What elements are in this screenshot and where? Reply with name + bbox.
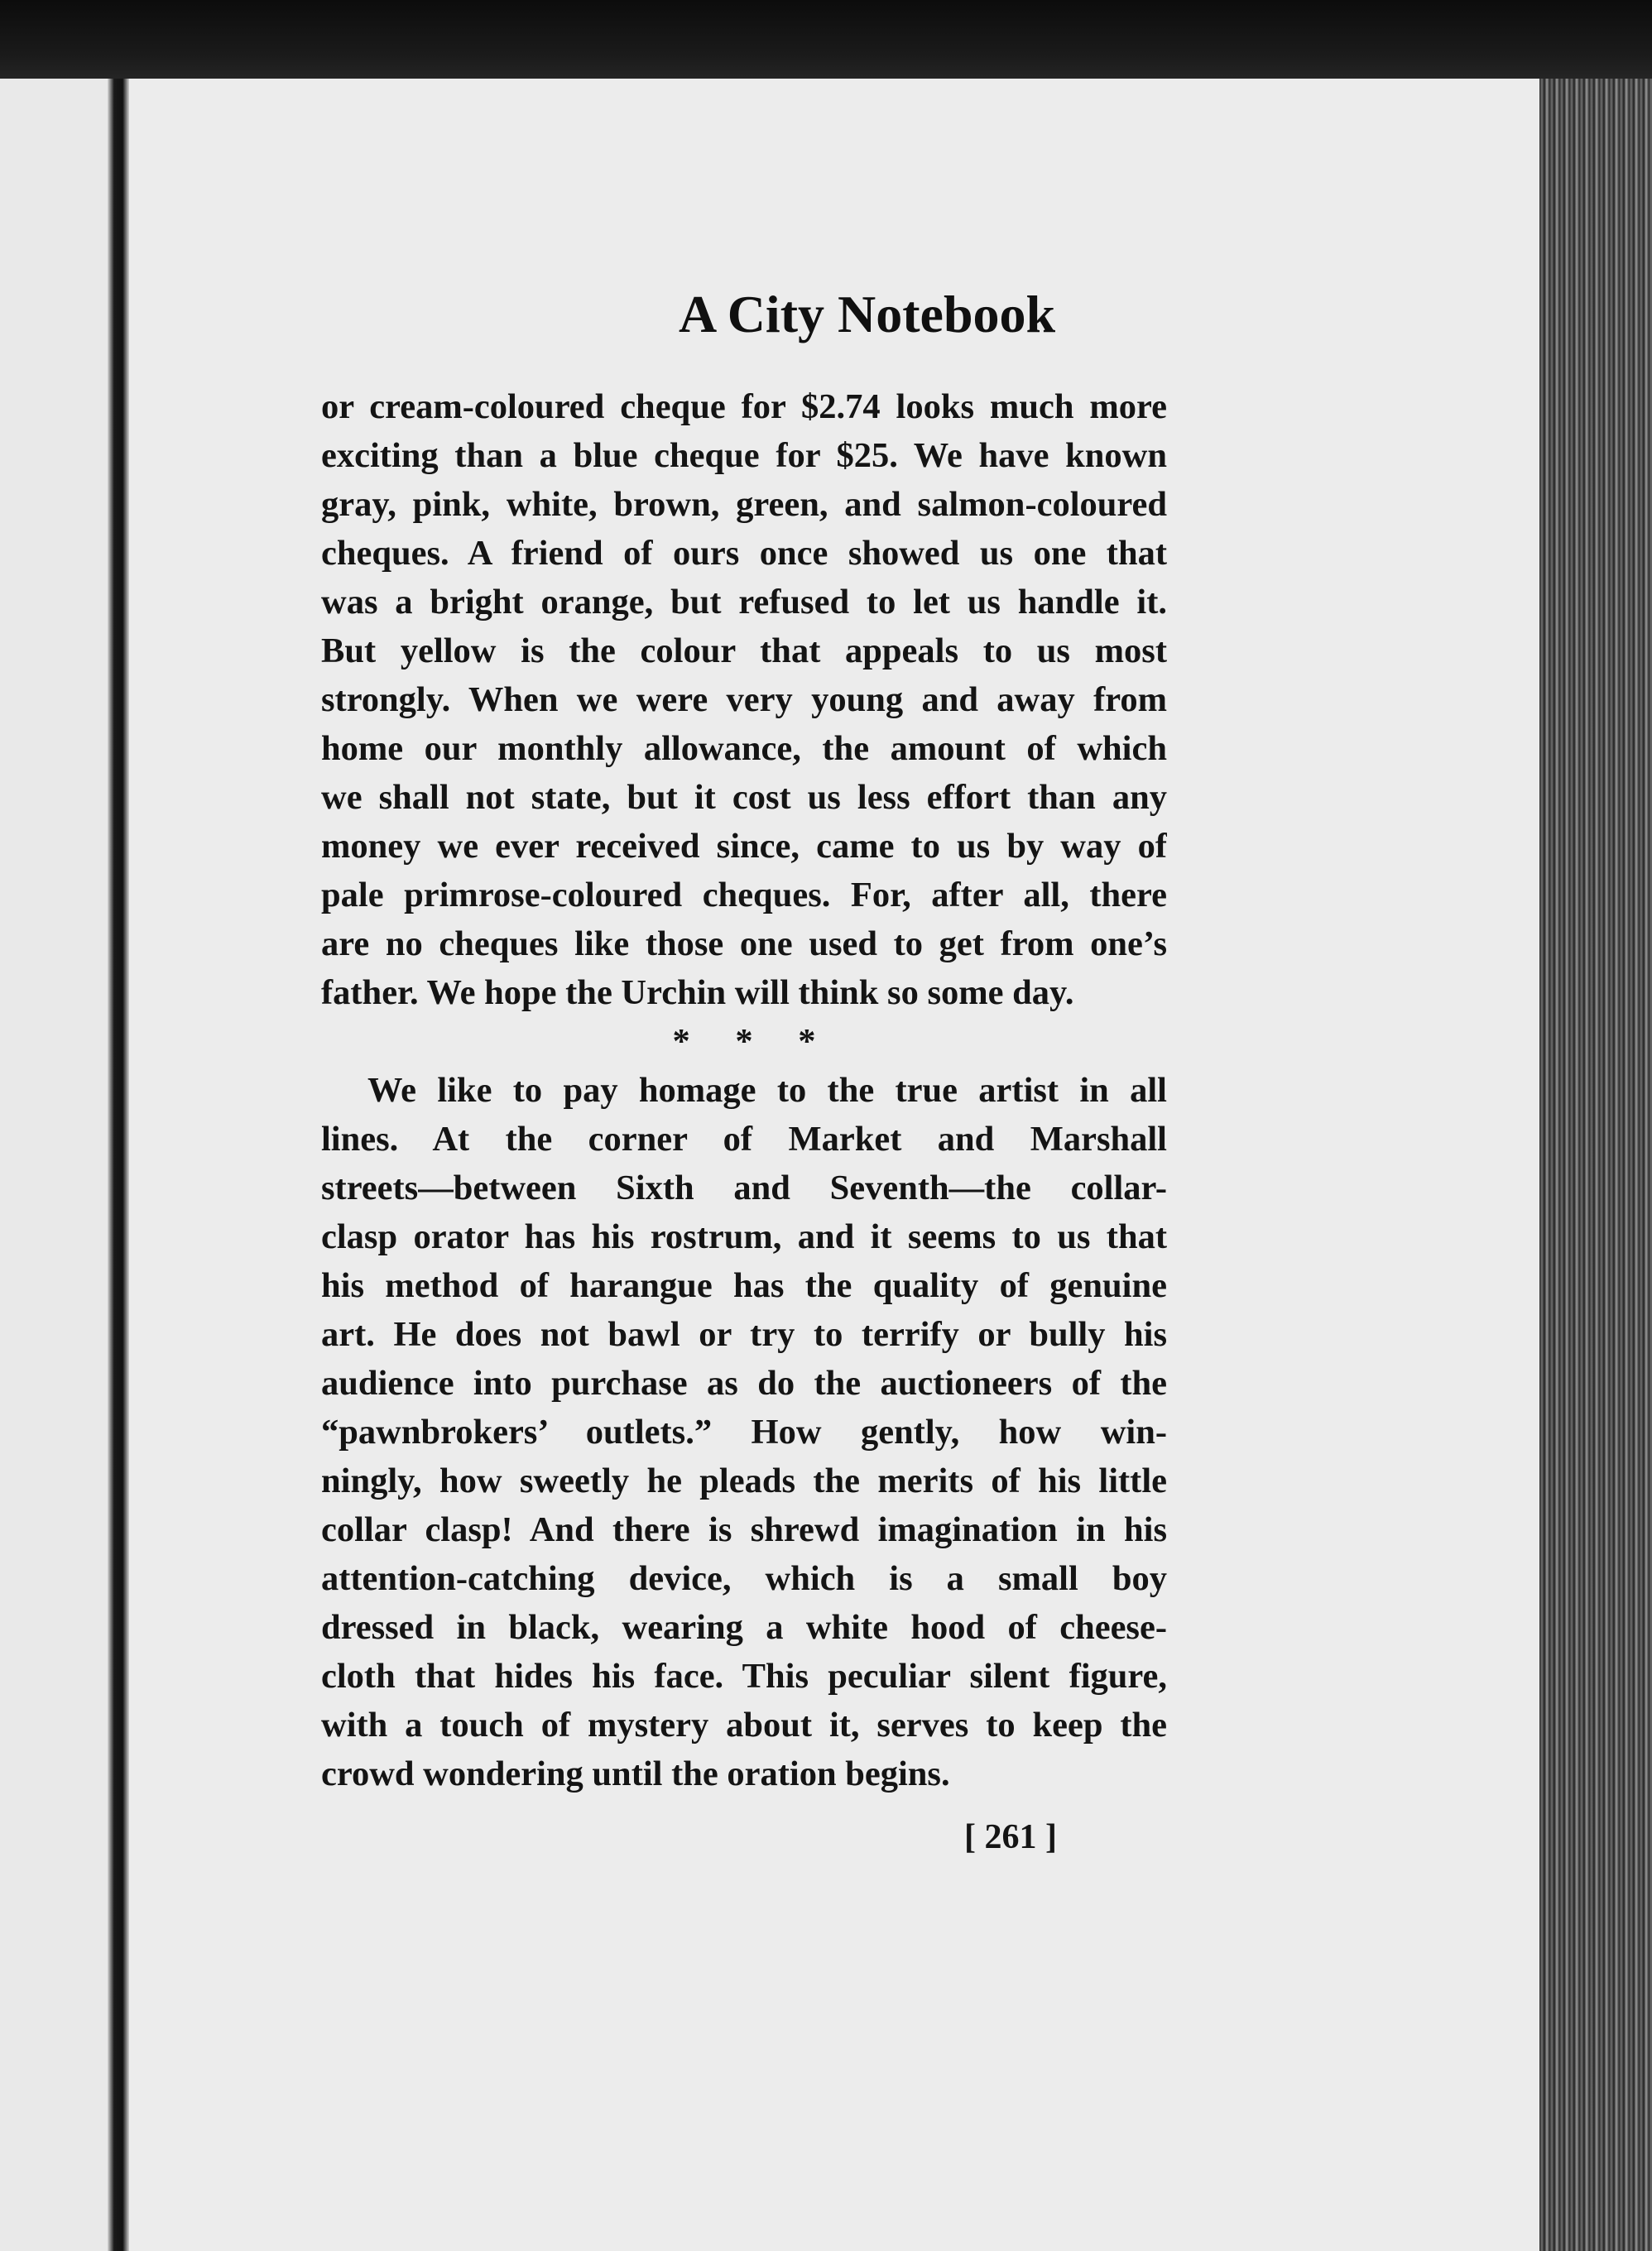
section-break: * * * xyxy=(672,1022,816,1061)
text-line: was a bright orange, but refused to let us handle it. xyxy=(321,583,1167,622)
paragraph-1 xyxy=(321,382,1167,1017)
text-line: But yellow is the colour that appeals to us most xyxy=(321,631,1167,670)
scan-top-border xyxy=(0,0,1652,91)
text-line: gray, pink, white, brown, green, and salmon-coloured xyxy=(321,485,1167,524)
facing-page-edge xyxy=(0,79,116,2251)
running-head: A City Notebook xyxy=(679,285,1056,343)
text-line: ningly, how sweetly he pleads the merits of his little xyxy=(321,1461,1167,1500)
text-line: we shall not state, but it cost us less effort than any xyxy=(321,778,1167,817)
text-line: attention-catching device, which is a small boy xyxy=(321,1559,1167,1598)
text-line: with a touch of mystery about it, serves to keep the xyxy=(321,1706,1167,1745)
text-line: are no cheques like those one used to get from one’s xyxy=(321,924,1167,963)
text-line: pale primrose-coloured cheques. For, after all, there xyxy=(321,876,1167,914)
text-line: cloth that hides his face. This peculiar silent figure, xyxy=(321,1657,1167,1696)
text-line: his method of harangue has the quality of genuine xyxy=(321,1266,1167,1305)
book-gutter xyxy=(108,79,129,2251)
text-line: audience into purchase as do the auctioneers of the xyxy=(321,1364,1167,1403)
text-line: dressed in black, wearing a white hood of cheese- xyxy=(321,1608,1167,1647)
page-stack-edge xyxy=(1539,79,1652,2251)
text-line: exciting than a blue cheque for $25. We have known xyxy=(321,436,1167,475)
text-line: home our monthly allowance, the amount of which xyxy=(321,729,1167,768)
text-line: collar clasp! And there is shrewd imagination in his xyxy=(321,1510,1167,1549)
text-line: or cream-coloured cheque for $2.74 looks much more xyxy=(321,387,1167,426)
text-line: cheques. A friend of ours once showed us one that xyxy=(321,534,1167,573)
text-line: “pawnbrokers’ outlets.” How gently, how win- xyxy=(321,1413,1167,1452)
text-line: crowd wondering until the oration begins. xyxy=(321,1754,950,1793)
text-line: strongly. When we were very young and away from xyxy=(321,680,1167,719)
text-line: lines. At the corner of Market and Marshall xyxy=(321,1120,1167,1159)
text-line: clasp orator has his rostrum, and it seems to us that xyxy=(321,1217,1167,1256)
text-line: art. He does not bawl or try to terrify or bully his xyxy=(321,1315,1167,1354)
text-line: streets—between Sixth and Seventh—the collar- xyxy=(321,1169,1167,1207)
body-text xyxy=(321,382,1167,1798)
text-line: We like to pay homage to the true artist in all xyxy=(367,1071,1167,1110)
page-number: [ 261 ] xyxy=(964,1818,1057,1856)
text-line: father. We hope the Urchin will think so some day. xyxy=(321,973,1074,1012)
text-line: money we ever received since, came to us by way of xyxy=(321,827,1167,866)
paragraph-2 xyxy=(321,1066,1167,1798)
